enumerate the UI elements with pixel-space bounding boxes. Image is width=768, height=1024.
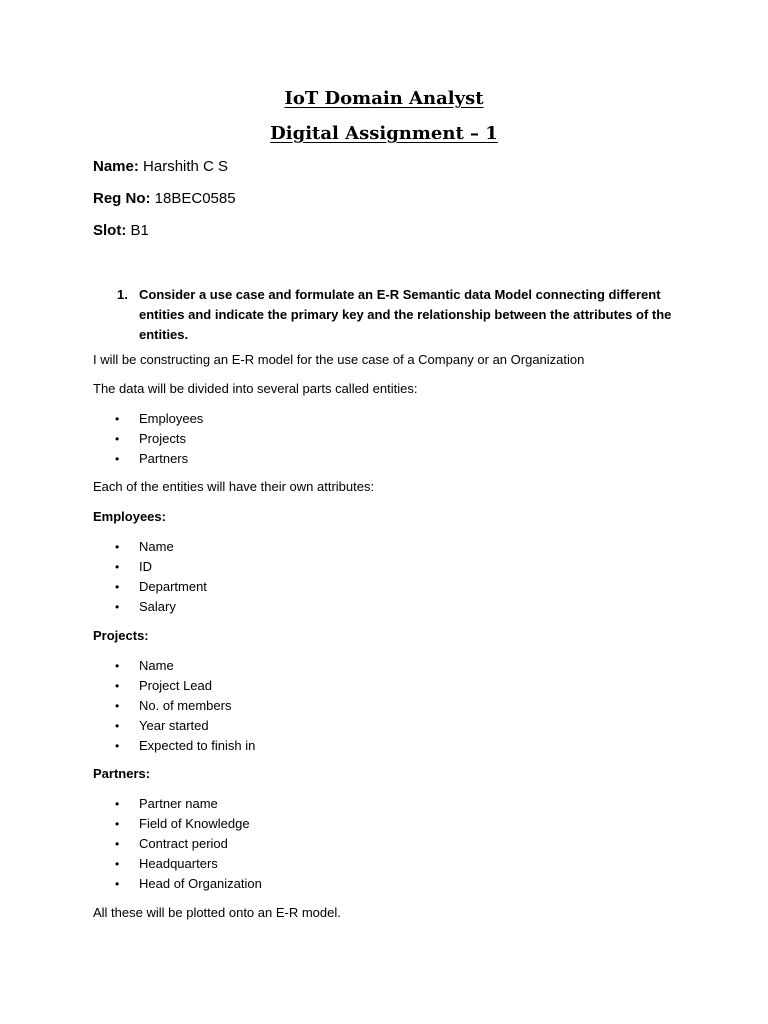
bullet-icon: • <box>115 540 120 554</box>
question-number: 1. <box>117 287 128 302</box>
bullet-icon: • <box>115 837 120 851</box>
partners-attributes-list <box>93 794 262 894</box>
list-item <box>93 429 203 449</box>
list-item-text: No. of members <box>139 698 232 713</box>
bullet-icon: • <box>115 877 120 891</box>
list-item <box>93 794 262 814</box>
bullet-icon: • <box>115 857 120 871</box>
projects-heading: Projects: <box>93 628 149 643</box>
bullet-icon: • <box>115 817 120 831</box>
list-item <box>93 736 255 756</box>
employees-attributes-list <box>93 537 207 617</box>
bullet-icon: • <box>115 432 120 446</box>
list-item-text: Department <box>139 579 207 594</box>
name-field <box>93 158 228 175</box>
list-item <box>93 834 262 854</box>
bullet-icon: • <box>115 699 120 713</box>
bullet-icon: • <box>115 580 120 594</box>
bullet-icon: • <box>115 797 120 811</box>
partners-heading: Partners: <box>93 766 151 781</box>
list-item <box>93 656 255 676</box>
bullet-icon: • <box>115 452 120 466</box>
list-item <box>93 557 207 577</box>
bullet-icon: • <box>115 719 120 733</box>
list-item-text: Year started <box>139 718 209 733</box>
list-item-text: Field of Knowledge <box>139 816 250 831</box>
employees-heading: Employees: <box>93 509 166 524</box>
list-item-text: Partner name <box>139 796 218 811</box>
list-item-text: Contract period <box>139 836 228 851</box>
list-item-text: Project Lead <box>139 678 212 693</box>
bullet-icon: • <box>115 412 120 426</box>
name-label: Name: <box>93 158 139 175</box>
bullet-icon: • <box>115 739 120 753</box>
attributes-intro: Each of the entities will have their own attributes: <box>93 479 375 494</box>
list-item-text: Headquarters <box>139 856 218 871</box>
question-text: Consider a use case and formulate an E-R Semantic data Model connecting different entities and indicate the primary key and the relationship between the attributes of the entities. <box>139 287 672 342</box>
slot-label: Slot: <box>93 222 127 239</box>
slot-field <box>93 222 149 239</box>
reg-label: Reg No: <box>93 190 151 207</box>
closing-paragraph: All these will be plotted onto an E-R model. <box>93 905 341 920</box>
list-item-text: Expected to finish in <box>139 738 256 753</box>
slot-value: B1 <box>130 222 149 239</box>
intro-paragraph-1: I will be constructing an E-R model for the use case of a Company or an Organization <box>93 352 585 367</box>
document-title: IoT Domain Analyst <box>284 88 484 109</box>
list-item-text: Salary <box>139 599 176 614</box>
list-item <box>93 696 255 716</box>
list-item <box>93 814 262 834</box>
bullet-icon: • <box>115 659 120 673</box>
list-item <box>93 676 255 696</box>
list-item-text: Partners <box>139 451 189 466</box>
list-item-text: Name <box>139 658 174 673</box>
list-item <box>93 577 207 597</box>
list-item <box>93 854 262 874</box>
list-item <box>93 449 203 469</box>
list-item-text: Employees <box>139 411 204 426</box>
list-item-text: Name <box>139 539 174 554</box>
list-item <box>93 537 207 557</box>
bullet-icon: • <box>115 600 120 614</box>
bullet-icon: • <box>115 679 120 693</box>
intro-paragraph-2: The data will be divided into several parts called entities: <box>93 381 418 396</box>
list-item <box>93 409 203 429</box>
list-item <box>93 597 207 617</box>
reg-value: 18BEC0585 <box>154 190 236 207</box>
entities-list <box>93 409 203 469</box>
document-subtitle: Digital Assignment – 1 <box>270 123 498 144</box>
list-item <box>93 874 262 894</box>
list-item <box>93 716 255 736</box>
name-value: Harshith C S <box>143 158 229 175</box>
bullet-icon: • <box>115 560 120 574</box>
projects-attributes-list <box>93 656 255 756</box>
list-item-text: Head of Organization <box>139 876 262 891</box>
list-item-text: Projects <box>139 431 186 446</box>
list-item-text: ID <box>139 559 152 574</box>
reg-field <box>93 190 236 207</box>
question-1 <box>117 285 677 345</box>
